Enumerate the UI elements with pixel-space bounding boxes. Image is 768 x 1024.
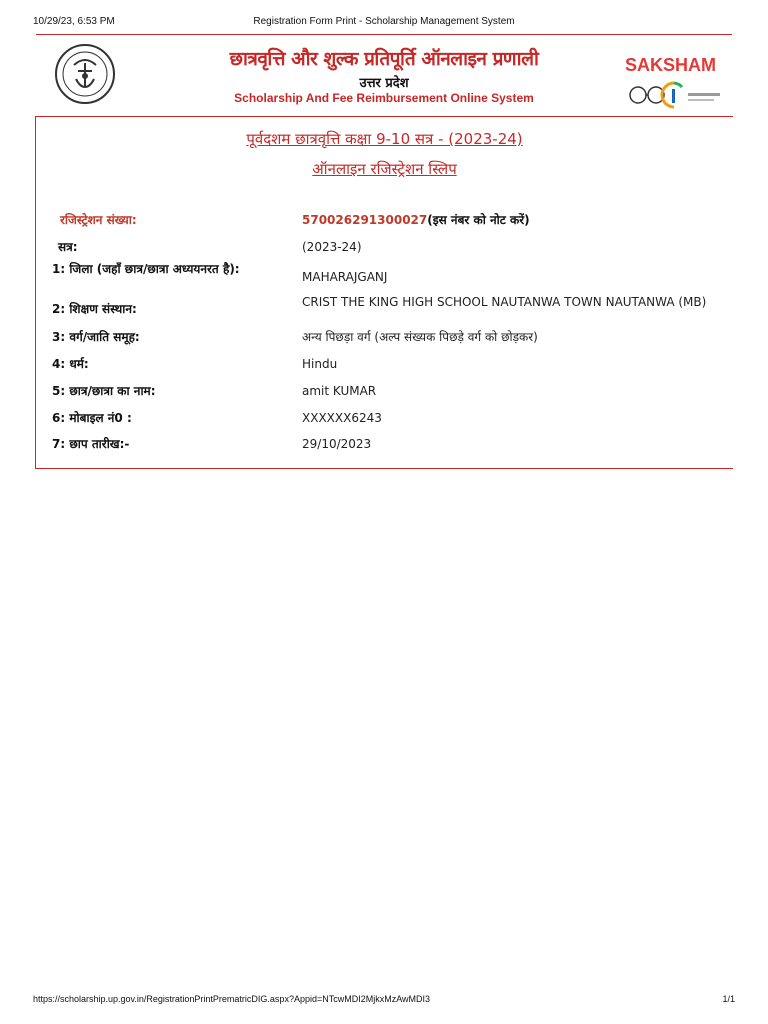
field-value: अन्य पिछड़ा वर्ग (अल्प संख्यक पिछड़े वर्ग को छोड़कर) — [302, 330, 538, 344]
field-value: Hindu — [302, 357, 338, 371]
slip-title-online-registration: ऑनलाइन रजिस्ट्रेशन स्लिप — [312, 160, 457, 178]
registration-number: 570026291300027 — [302, 213, 428, 227]
registration-number-value — [302, 213, 722, 228]
registration-number-label: रजिस्ट्रेशन संख्या: — [60, 213, 137, 227]
field-value: CRIST THE KING HIGH SCHOOL NAUTANWA TOWN NAUTANWA (MB) — [302, 295, 707, 309]
field-value: (2023-24) — [302, 240, 362, 254]
print-page-number: 1/1 — [722, 994, 735, 1004]
field-label: सत्र: — [58, 240, 78, 254]
print-page-title: Registration Form Print - Scholarship Management System — [253, 16, 515, 27]
field-label: 4: धर्म: — [52, 357, 89, 371]
print-datetime: 10/29/23, 6:53 PM — [33, 16, 115, 27]
field-value: XXXXXX6243 — [302, 411, 382, 425]
field-label: 6: मोबाइल नं0 : — [52, 411, 132, 425]
banner-title-english: Scholarship And Fee Reimbursement Online System — [234, 91, 534, 105]
field-label: 5: छात्र/छात्रा का नाम: — [52, 384, 156, 398]
swachh-bharat-digital-india-logos-icon — [626, 77, 726, 113]
registration-note: (इस नंबर को नोट करें) — [427, 213, 530, 227]
banner-title-hindi: छात्रवृत्ति और शुल्क प्रतिपूर्ति ऑनलाइन प्रणाली — [229, 48, 539, 70]
field-value: amit KUMAR — [302, 384, 377, 398]
print-url: https://scholarship.up.gov.in/RegistrationPrintPrematricDIG.aspx?Appid=NTcwMDI2MjkxMzAwMDI3 — [33, 994, 431, 1004]
field-value: MAHARAJGANJ — [302, 270, 388, 284]
field-label: 7: छाप तारीख:- — [52, 437, 130, 451]
banner-state-hindi: उत्तर प्रदेश — [359, 76, 409, 91]
site-banner — [36, 34, 732, 115]
registration-slip — [35, 116, 733, 469]
field-label: 1: जिला (जहाँ छात्र/छात्रा अध्ययनरत है): — [52, 262, 240, 276]
slip-title-scheme: पूर्वदशम छात्रवृत्ति कक्षा 9-10 सत्र - (2023-24) — [246, 130, 523, 148]
field-label: 2: शिक्षण संस्थान: — [52, 302, 137, 316]
saksham-logo-text: SAKSHAM — [624, 55, 716, 75]
field-label: 3: वर्ग/जाति समूह: — [52, 330, 140, 344]
field-value: 29/10/2023 — [302, 437, 372, 451]
